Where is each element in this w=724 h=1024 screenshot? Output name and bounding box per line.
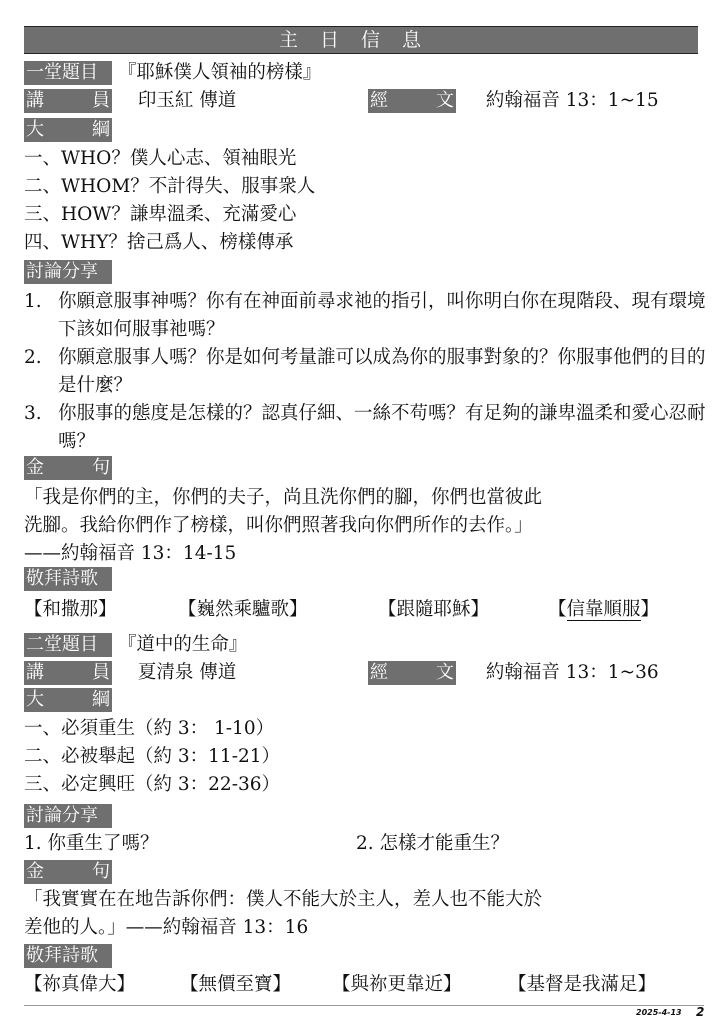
s2-speaker-label: 講 員 bbox=[26, 662, 110, 683]
s2-scripture-label: 經 文 bbox=[370, 662, 454, 683]
s1-speaker-row bbox=[24, 88, 236, 114]
s2-outline-header bbox=[24, 687, 112, 713]
song-item: 【無價至寶】 bbox=[180, 974, 292, 995]
s2-outline-item: 一、必須重生（約 3： 1-10） bbox=[24, 718, 275, 739]
song-name-underlined: 信靠順服 bbox=[566, 599, 641, 620]
s1-speaker: 印玉紅 傳道 bbox=[137, 90, 237, 111]
song-bracket-open: 【 bbox=[548, 599, 567, 620]
footer-divider bbox=[24, 1005, 704, 1006]
footer-date: 2025-4-13 bbox=[636, 1008, 682, 1017]
s1-question: 你願意服事人嗎？你是如何考量誰可以成為你的服事對象的？你服事他們的目的是什麼？ bbox=[58, 347, 706, 396]
song-item: 【與祢更靠近】 bbox=[332, 974, 462, 995]
s1-question: 你服事的態度是怎樣的？認真仔細、一絲不苟嗎？有足夠的謙卑溫柔和愛心忍耐嗎？ bbox=[58, 403, 706, 452]
s1-speaker-label: 講 員 bbox=[26, 90, 110, 111]
s1-scripture: 約翰福音 13：1~15 bbox=[485, 90, 659, 111]
s2-outline-label: 大 綱 bbox=[26, 689, 110, 710]
s2-question: 2. 怎樣才能重生？ bbox=[356, 833, 510, 854]
s1-verse-line: 洗腳。我給你們作了榜樣，叫你們照著我向你們所作的去作。」 bbox=[24, 515, 533, 536]
s1-verse-label: 金 句 bbox=[26, 457, 110, 478]
s2-question: 1. 你重生了嗎？ bbox=[24, 833, 159, 854]
s1-outline-label: 大 綱 bbox=[26, 119, 110, 140]
s2-verse-line: 「我實實在在地告訴你們：僕人不能大於主人，差人也不能大於 bbox=[24, 889, 543, 910]
s1-title-row bbox=[24, 60, 321, 86]
s1-verse-line: 「我是你們的主，你們的夫子，尚且洗你們的腳，你們也當彼此 bbox=[24, 487, 543, 508]
s2-discussion-header bbox=[24, 803, 112, 829]
song-item: 【祢真偉大】 bbox=[24, 974, 136, 995]
s1-question-number: 2. bbox=[24, 347, 42, 368]
s2-discussion-label: 討論分享 bbox=[24, 804, 112, 828]
s2-outline-item: 二、必被舉起（約 3：11-21） bbox=[24, 746, 280, 767]
s2-scripture: 約翰福音 13：1~36 bbox=[485, 662, 659, 683]
song-bracket-close: 】 bbox=[640, 599, 660, 620]
s2-songs-label: 敬拜詩歌 bbox=[24, 944, 112, 968]
s1-question-number: 1. bbox=[24, 291, 42, 312]
s2-sermon-title: 『道中的生命』 bbox=[117, 634, 248, 655]
s1-outline-item: 二、WHOM？不計得失、服事衆人 bbox=[24, 176, 316, 197]
s2-title-row bbox=[24, 632, 247, 658]
song-item bbox=[548, 596, 659, 624]
s1-discussion-label: 討論分享 bbox=[24, 260, 112, 284]
s1-outline-header bbox=[24, 117, 112, 143]
s1-scripture-label: 經 文 bbox=[370, 90, 454, 111]
s2-outline-item: 三、必定興旺（約 3：22-36） bbox=[24, 774, 280, 795]
s1-sermon-title: 『耶穌僕人領袖的榜樣』 bbox=[117, 62, 322, 83]
song-item: 【巍然乘驢歌】 bbox=[178, 599, 308, 620]
s2-songs-header bbox=[24, 943, 112, 969]
s2-verse-label: 金 句 bbox=[26, 861, 110, 882]
s2-speaker-row bbox=[24, 660, 236, 686]
s2-title-label: 二堂題目 bbox=[24, 633, 112, 657]
s1-outline-item: 一、WHO？僕人心志、領袖眼光 bbox=[24, 148, 297, 169]
s1-question: 你願意服事神嗎？你有在神面前尋求祂的指引，叫你明白你在現階段、現有環境下該如何服事祂嗎？ bbox=[58, 291, 706, 340]
s1-scripture-row bbox=[368, 88, 659, 114]
s2-verse-header bbox=[24, 859, 112, 885]
s2-scripture-row bbox=[368, 660, 659, 686]
s1-outline-item: 四、WHY？捨己爲人、榜樣傳承 bbox=[24, 232, 294, 253]
song-item: 【跟隨耶穌】 bbox=[378, 599, 490, 620]
section-banner: 主日信息 bbox=[24, 26, 698, 54]
s2-verse-line: 差他的人。」——約翰福音 13：16 bbox=[24, 917, 309, 938]
page-number: 2 bbox=[696, 1005, 705, 1019]
s1-outline-item: 三、HOW？謙卑溫柔、充滿愛心 bbox=[24, 204, 297, 225]
s1-songs-header bbox=[24, 566, 112, 592]
song-item: 【基督是我滿足】 bbox=[508, 974, 657, 995]
s1-discussion-header bbox=[24, 259, 112, 285]
song-item: 【和撒那】 bbox=[24, 599, 117, 620]
s1-title-label: 一堂題目 bbox=[24, 61, 112, 85]
s1-verse-header bbox=[24, 455, 112, 481]
s1-songs-label: 敬拜詩歌 bbox=[24, 567, 112, 591]
s1-verse-reference: ——約翰福音 13：14-15 bbox=[24, 543, 237, 564]
s1-question-number: 3. bbox=[24, 403, 42, 424]
s2-speaker: 夏清泉 傳道 bbox=[137, 662, 237, 683]
